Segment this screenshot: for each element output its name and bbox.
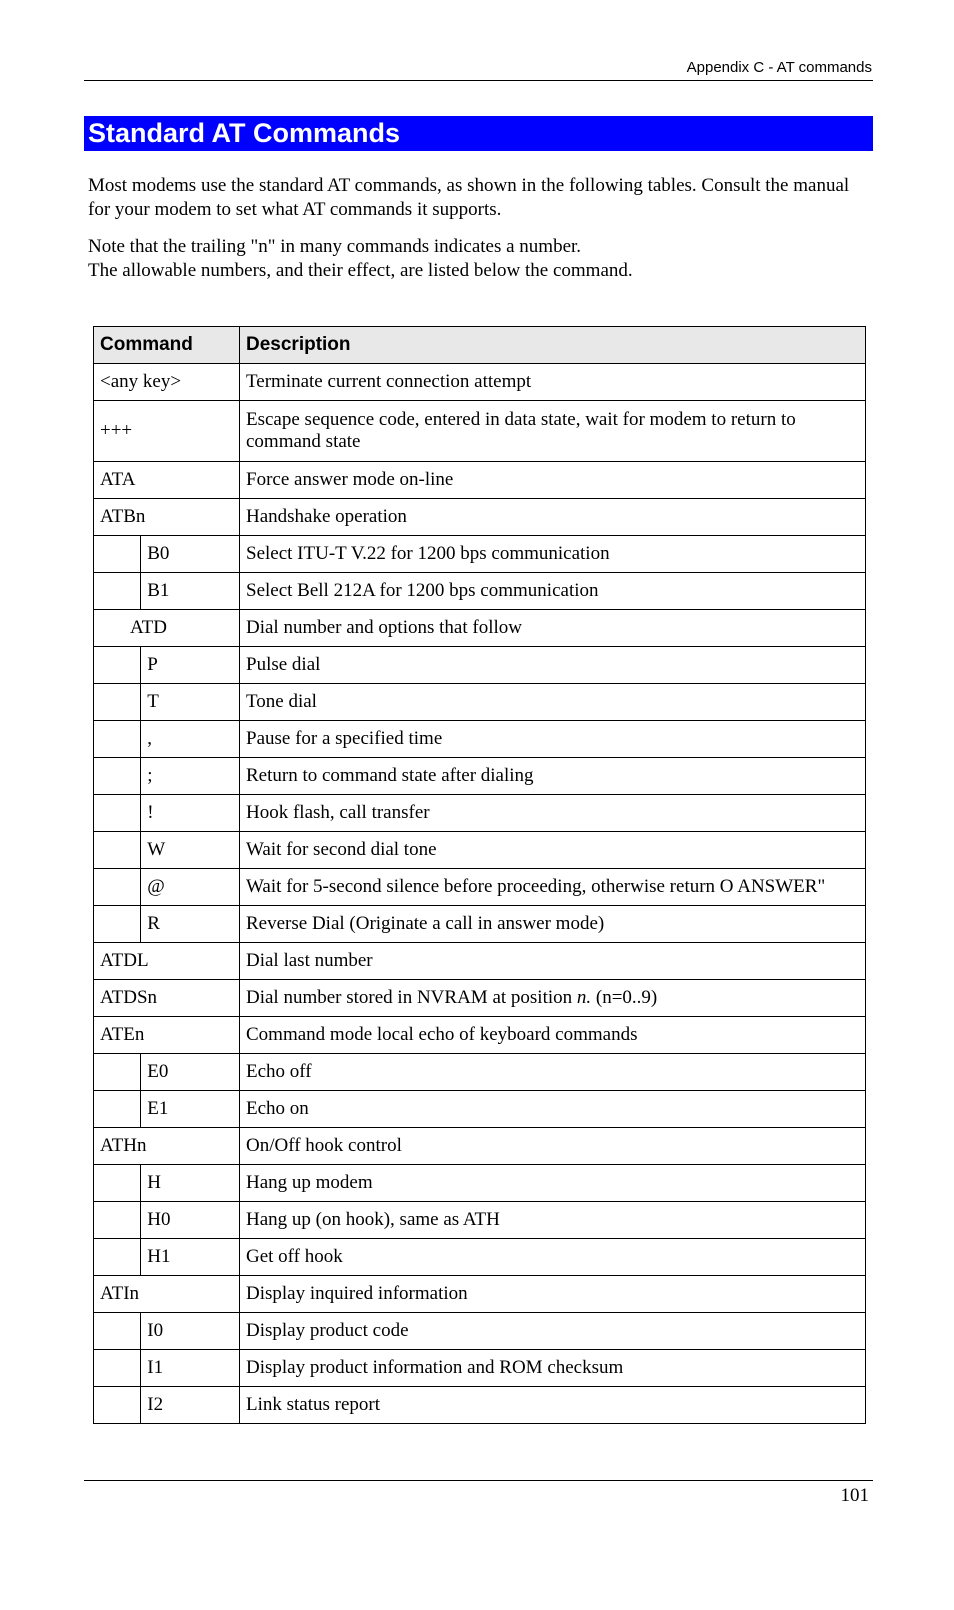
sub-option-cell: E0	[141, 1054, 240, 1091]
table-row	[94, 869, 866, 906]
description-cell: Wait for 5-second silence before proceeding, otherwise return O ANSWER"	[240, 869, 866, 906]
indent-cell	[94, 1313, 141, 1350]
description-cell: Select ITU-T V.22 for 1200 bps communication	[240, 536, 866, 573]
description-cell: Hang up (on hook), same as ATH	[240, 1202, 866, 1239]
table-row	[94, 684, 866, 721]
description-cell: On/Off hook control	[240, 1128, 866, 1165]
table-row	[94, 401, 866, 462]
table-row	[94, 758, 866, 795]
sub-option-cell: P	[141, 647, 240, 684]
page-number: 101	[840, 1485, 869, 1506]
table-row	[94, 573, 866, 610]
description-cell: Escape sequence code, entered in data state, wait for modem to return to command state	[240, 401, 866, 462]
table-row	[94, 1276, 866, 1313]
sub-option-cell: R	[141, 906, 240, 943]
description-cell: Wait for second dial tone	[240, 832, 866, 869]
command-cell: ATHn	[94, 1128, 240, 1165]
note-line-1: Note that the trailing "n" in many commands indicates a number.	[88, 236, 582, 257]
indent-cell	[94, 1239, 141, 1276]
description-cell	[240, 980, 866, 1017]
header-rule	[84, 80, 873, 81]
command-cell: ATBn	[94, 499, 240, 536]
description-cell: Tone dial	[240, 684, 866, 721]
sub-option-cell: H1	[141, 1239, 240, 1276]
description-cell: Echo off	[240, 1054, 866, 1091]
sub-option-cell: B1	[141, 573, 240, 610]
indent-cell	[94, 684, 141, 721]
table-header-row	[94, 327, 866, 364]
indent-cell	[94, 1387, 141, 1424]
indent-cell	[94, 721, 141, 758]
table-row	[94, 1202, 866, 1239]
indent-cell	[94, 1202, 141, 1239]
sub-option-cell: E1	[141, 1091, 240, 1128]
description-cell: Echo on	[240, 1091, 866, 1128]
column-header-description: Description	[240, 327, 866, 364]
table-row	[94, 1017, 866, 1054]
command-cell: <any key>	[94, 364, 240, 401]
description-text: Dial number stored in NVRAM at position	[246, 987, 577, 1008]
table-row	[94, 647, 866, 684]
sub-option-cell: I2	[141, 1387, 240, 1424]
description-cell: Handshake operation	[240, 499, 866, 536]
description-cell: Dial number and options that follow	[240, 610, 866, 647]
indent-cell	[94, 573, 141, 610]
command-cell: ATA	[94, 462, 240, 499]
table-body	[94, 364, 866, 1424]
indent-cell	[94, 795, 141, 832]
sub-option-cell: I0	[141, 1313, 240, 1350]
table-row	[94, 1313, 866, 1350]
table-row	[94, 1128, 866, 1165]
table-row	[94, 832, 866, 869]
indent-cell	[94, 758, 141, 795]
description-cell: Dial last number	[240, 943, 866, 980]
sub-option-cell: @	[141, 869, 240, 906]
description-cell: Display inquired information	[240, 1276, 866, 1313]
indent-cell	[94, 1350, 141, 1387]
footer-rule	[84, 1480, 873, 1481]
indent-cell	[94, 1165, 141, 1202]
description-cell: Return to command state after dialing	[240, 758, 866, 795]
table-row	[94, 1350, 866, 1387]
indent-cell	[94, 1054, 141, 1091]
description-cell: Reverse Dial (Originate a call in answer mode)	[240, 906, 866, 943]
sub-option-cell: B0	[141, 536, 240, 573]
description-cell: Command mode local echo of keyboard commands	[240, 1017, 866, 1054]
sub-option-cell: H0	[141, 1202, 240, 1239]
sub-option-cell: ;	[141, 758, 240, 795]
description-cell: Display product code	[240, 1313, 866, 1350]
table-row	[94, 1054, 866, 1091]
indent-cell	[94, 906, 141, 943]
indent-cell	[94, 869, 141, 906]
description-cell: Hang up modem	[240, 1165, 866, 1202]
at-commands-table	[93, 326, 866, 1424]
running-header: Appendix C - AT commands	[686, 59, 872, 76]
table-row	[94, 364, 866, 401]
description-emphasis: n.	[576, 987, 592, 1008]
table-row	[94, 980, 866, 1017]
sub-option-cell: ,	[141, 721, 240, 758]
command-cell: ATD	[94, 610, 240, 647]
indent-cell	[94, 536, 141, 573]
description-cell: Get off hook	[240, 1239, 866, 1276]
description-text: (n=0..9)	[591, 987, 658, 1008]
table-row	[94, 795, 866, 832]
sub-option-cell: T	[141, 684, 240, 721]
command-cell: ATDSn	[94, 980, 240, 1017]
table-row	[94, 610, 866, 647]
column-header-command: Command	[94, 327, 240, 364]
description-cell: Select Bell 212A for 1200 bps communication	[240, 573, 866, 610]
command-cell: ATIn	[94, 1276, 240, 1313]
table-row	[94, 1239, 866, 1276]
section-title: Standard AT Commands	[84, 116, 873, 151]
table-row	[94, 499, 866, 536]
note-paragraph	[88, 235, 858, 283]
description-cell: Pause for a specified time	[240, 721, 866, 758]
indent-cell	[94, 647, 141, 684]
indent-cell	[94, 832, 141, 869]
description-cell: Display product information and ROM checksum	[240, 1350, 866, 1387]
indent-cell	[94, 1091, 141, 1128]
description-cell: Link status report	[240, 1387, 866, 1424]
table-row	[94, 943, 866, 980]
description-cell: Terminate current connection attempt	[240, 364, 866, 401]
table-row	[94, 462, 866, 499]
description-cell: Force answer mode on-line	[240, 462, 866, 499]
sub-option-cell: W	[141, 832, 240, 869]
description-cell: Pulse dial	[240, 647, 866, 684]
sub-option-cell: H	[141, 1165, 240, 1202]
command-cell: ATEn	[94, 1017, 240, 1054]
description-cell: Hook flash, call transfer	[240, 795, 866, 832]
table-row	[94, 536, 866, 573]
table-row	[94, 721, 866, 758]
table-row	[94, 906, 866, 943]
sub-option-cell: I1	[141, 1350, 240, 1387]
command-cell: ATDL	[94, 943, 240, 980]
table-row	[94, 1387, 866, 1424]
command-cell: +++	[94, 401, 240, 462]
sub-option-cell: !	[141, 795, 240, 832]
intro-paragraph: Most modems use the standard AT commands, as shown in the following tables. Consult the manual for your modem to set what AT commands it supports.	[88, 175, 850, 220]
note-line-2: The allowable numbers, and their effect, are listed below the command.	[88, 260, 633, 281]
table-row	[94, 1091, 866, 1128]
table-row	[94, 1165, 866, 1202]
